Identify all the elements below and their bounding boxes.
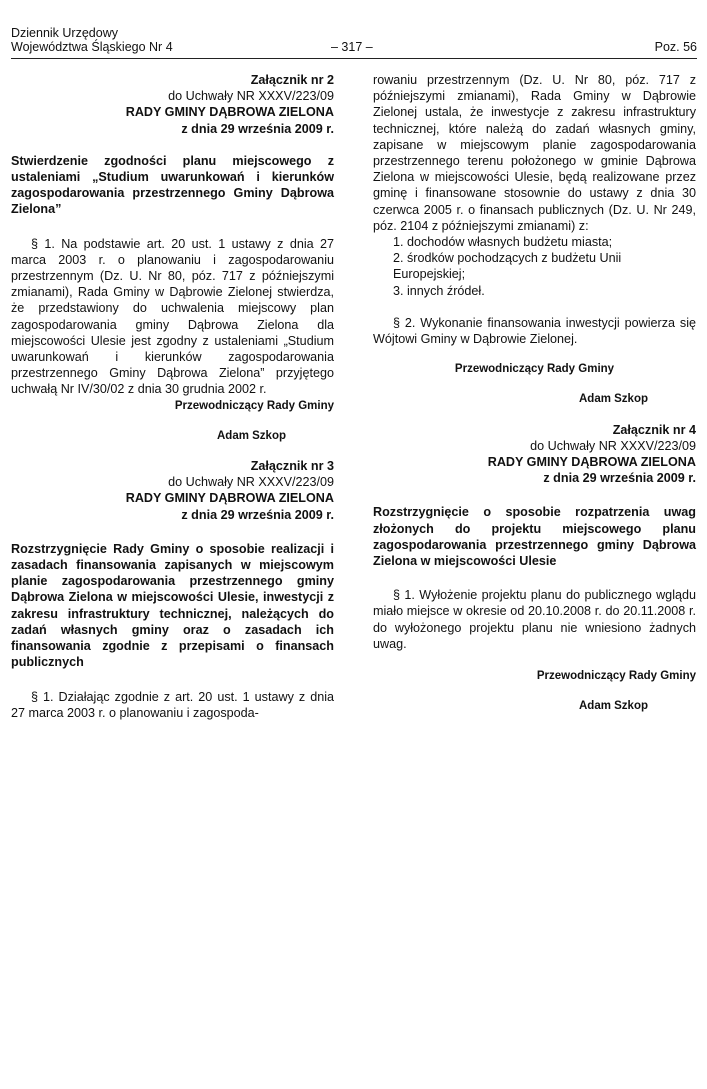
journal-line-2: Województwa Śląskiego Nr 4 xyxy=(11,40,173,54)
paragraph: rowaniu przestrzennym (Dz. U. Nr 80, póz. 717 z późniejszymi zmianami), Rada Gminy w Dąbrowie Zielonej ustala, że inwestycje z zakresu infrastruktury technicznej, które należą do zadań własnych gminy, zapisane w miejscowym planie zagospodarowania przestrzennego terenu położonego w gminie Dąbrowa Zielona w miejscowości Ulesie, będą realizowane przez gminę i finansowane stosownie do ustawy z dnia 30 czerwca 2005 r. o finansach publicznych (Dz. U. Nr 249, póz. 2104 z późniejszymi zmianami) z: xyxy=(373,73,696,233)
section-title: Stwierdzenie zgodności planu miejscowego z ustaleniami „Studium uwarunkowań i kierunków zagospodarowania przestrzennego Gminy Dąbrowa Zielona” xyxy=(11,153,334,217)
section-title: Rozstrzygnięcie o sposobie rozpatrzenia uwag złożonych do projektu miejscowego planu zagospodarowania przestrzennego gminy Dąbrowa Zielona w miejscowości Ulesie xyxy=(373,505,696,569)
position-number: Poz. 56 xyxy=(654,40,697,54)
list-item: 2. środków pochodzących z budżetu Unii Europejskiej; xyxy=(393,251,622,282)
attachment-4 xyxy=(373,422,696,715)
list-item: 3. innych źródeł. xyxy=(393,283,485,298)
signature-name: Adam Szkop xyxy=(578,393,648,406)
signature-title: Przewodniczący Rady Gminy xyxy=(174,399,334,412)
attachment-label: Załącznik nr 4 xyxy=(612,422,696,437)
signature-name: Adam Szkop xyxy=(578,700,648,713)
signature-title: Przewodniczący Rady Gminy xyxy=(536,670,696,683)
resolution-date: z dnia 29 września 2009 r. xyxy=(181,121,334,136)
resolution-date: z dnia 29 września 2009 r. xyxy=(543,471,696,486)
section-title: Rozstrzygnięcie Rady Gminy o sposobie realizacji i zasadach finansowania zapisanych w miejscowym planie zagospodarowania przestrzennego gminy Dąbrowa Zielona w miejscowości Ulesie, inwestycji z zakresu infrastruktury technicznej, należących do zadań własnych gminy oraz o zasadach ich finansowania zgodnie z przepisami o finansach publicznych xyxy=(11,541,334,670)
attachment-3-continued xyxy=(373,72,696,408)
resolution-date: z dnia 29 września 2009 r. xyxy=(181,507,334,522)
list-item: 1. dochodów własnych budżetu miasta; xyxy=(393,235,613,250)
attachment-3 xyxy=(11,458,334,721)
journal-name xyxy=(11,26,173,54)
council-name: RADY GMINY DĄBROWA ZIELONA xyxy=(125,491,334,506)
funding-list xyxy=(373,234,696,299)
page-header xyxy=(11,26,697,59)
resolution-ref: do Uchwały NR XXXV/223/09 xyxy=(530,438,696,453)
left-column xyxy=(11,72,334,721)
resolution-ref: do Uchwały NR XXXV/223/09 xyxy=(168,475,334,490)
journal-line-1: Dziennik Urzędowy xyxy=(11,26,118,40)
paragraph: § 2. Wykonanie finansowania inwestycji powierza się Wójtowi Gminy w Dąbrowie Zielonej. xyxy=(373,315,696,347)
right-column xyxy=(373,72,696,715)
attachment-2 xyxy=(11,72,334,444)
paragraph: § 1. Na podstawie art. 20 ust. 1 ustawy z dnia 27 marca 2003 r. o planowaniu i zagospodarowaniu przestrzennym (Dz. U. Nr 80, póz. 717 z późniejszymi zmianami), Rada Gminy w Dąbrowie Zielonej stwierdza, że przedstawiony do uchwalenia miejscowy plan zagospodarowania gminy Dąbrowa Zielona dla miejscowości Ulesie jest zgodny z ustaleniami „Studium uwarunkowań i kierunków zagospodarowania przestrzennego Gminy Dąbrowa Zielona” przyjętego uchwałą Nr IV/30/02 z dnia 30 grudnia 2002 r. xyxy=(11,236,334,397)
signature-name: Adam Szkop xyxy=(216,429,286,442)
signature-title: Przewodniczący Rady Gminy xyxy=(454,363,615,376)
attachment-label: Załącznik nr 2 xyxy=(250,73,334,87)
paragraph: § 1. Działając zgodnie z art. 20 ust. 1 ustawy z dnia 27 marca 2003 r. o planowaniu i zagospoda- xyxy=(11,689,334,720)
council-name: RADY GMINY DĄBROWA ZIELONA xyxy=(487,455,696,470)
attachment-label: Załącznik nr 3 xyxy=(250,459,334,474)
page-number: – 317 – xyxy=(331,40,373,54)
council-name: RADY GMINY DĄBROWA ZIELONA xyxy=(125,105,334,120)
resolution-ref: do Uchwały NR XXXV/223/09 xyxy=(168,89,334,104)
paragraph: § 1. Wyłożenie projektu planu do publicznego wglądu miało miejsce w okresie od 20.10.2008 r. do 20.11.2008 r. do wyłożonego projektu planu nie wniesiono żadnych uwag. xyxy=(373,588,696,651)
